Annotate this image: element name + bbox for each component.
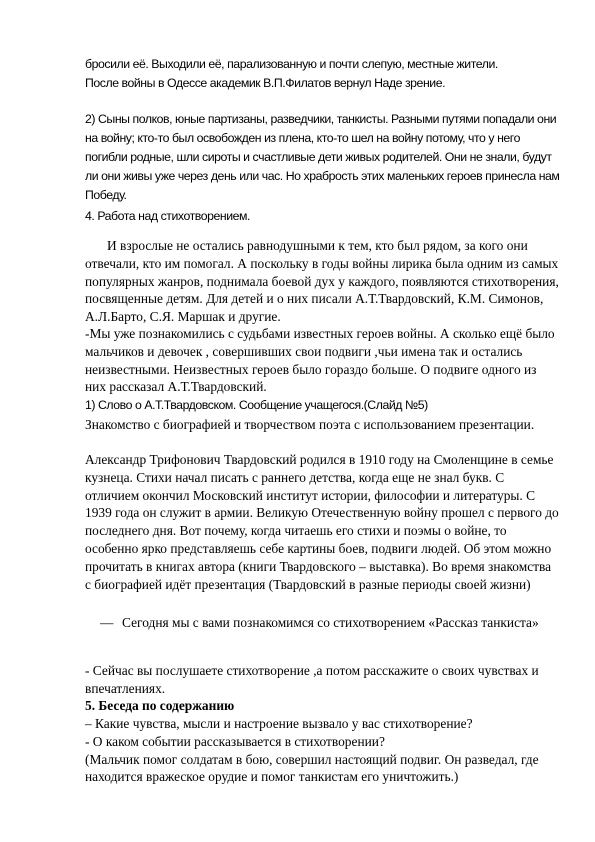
heading-text: 4. Работа над стихотворением. bbox=[85, 209, 250, 223]
heading-text: 1) Слово о А.Т.Твардовском. Сообщение учащегося.(Слайд №5) bbox=[85, 398, 428, 412]
question-line: – Какие чувства, мысли и настроение вызвало у вас стихотворение? bbox=[85, 716, 473, 731]
dash-marker: — bbox=[100, 615, 114, 630]
paragraph-listen bbox=[85, 662, 560, 698]
questions-block bbox=[85, 715, 560, 786]
paragraph-text: -Мы уже познакомились с судьбами известных героев войны. А сколько ещё было мальчиков и девочек , совершивших свои подвиги ,чьи имена так и остались неизвестными. Неизвестных героев было гораздо больше. О подвиге одного из них рассказал А.Т.Твардовский. bbox=[85, 326, 555, 395]
text-line: бросили её. Выходили её, парализованную и почти слепую, местные жители. bbox=[85, 57, 498, 71]
paragraph-text: Знакомство с биографией и творчеством поэта с использованием презентации. bbox=[85, 417, 535, 432]
section-heading-5 bbox=[85, 697, 560, 715]
paragraph-sons-of-regiments bbox=[85, 110, 560, 205]
answer-text: (Мальчик помог солдатам в бою, совершил настоящий подвиг. Он разведал, где находится вражеское орудие и помог танкистам его уничтожить.) bbox=[85, 751, 539, 785]
paragraph-unknown-heroes bbox=[85, 325, 560, 396]
question-line: - О каком событии рассказывается в стихотворении? bbox=[85, 733, 385, 749]
paragraph-biography bbox=[85, 451, 560, 593]
dash-list-item bbox=[100, 614, 550, 632]
paragraph-text: - Сейчас вы послушаете стихотворение ,а потом расскажите о своих чувствах и впечатлениях. bbox=[85, 663, 539, 696]
paragraph-text: И взрослые не остались равнодушными к тем, кто был рядом, за кого они отвечали, кто им помогал. А поскольку в годы войны лирика была одним из самых популярных жанров, поднимала боевой дух у каждого, появляются стихотворения, посвященные детям. Для детей и о них писали А.Т.Твардовский, К.М. Симонов, А.Л.Барто, С.Я. Маршак и другие. bbox=[85, 238, 559, 325]
text-line: После войны в Одессе академик В.П.Филатов вернул Наде зрение. bbox=[85, 76, 446, 90]
paragraph-adults bbox=[85, 237, 560, 326]
paragraph-presentation bbox=[85, 416, 560, 434]
heading-text: 5. Беседа по содержанию bbox=[85, 698, 235, 713]
paragraph-text: 2) Сыны полков, юные партизаны, разведчики, танкисты. Разными путями попадали они на войну; кто-то был освобожден из плена, кто-то шел на войну потому, что у него погибли родные, шли сироты и счастливые дети живых родителей. Они не знали, будут ли они живы уже через день или час. Но храбрость этих маленьких героев принесла нам Победу. bbox=[85, 112, 560, 202]
paragraph-text: Сегодня мы с вами познакомимся со стихотворением «Рассказ танкиста» bbox=[122, 615, 539, 630]
section-heading-4 bbox=[85, 207, 560, 226]
subheading-slovo bbox=[85, 396, 560, 415]
paragraph-text: Александр Трифонович Твардовский родился в 1910 году на Смоленщине в семье кузнеца. Стихи начал писать с раннего детства, когда еще не знал букв. С отличием окончил Московский институт истории, философии и литературы. С 1939 года он служит в армии. Великую Отечественную войну прошел с первого до последнего дня. Вот почему, когда читаешь его стихи и поэмы о войне, то особенно ярко представляешь себе картины боев, подвиги людей. Об этом можно прочитать в книгах автора (книги Твардовского – выставка). Во время знакомства с биографией идёт презентация (Твардовский в разные периоды своей жизни) bbox=[85, 452, 559, 592]
paragraph-nadya-ending bbox=[85, 55, 560, 93]
